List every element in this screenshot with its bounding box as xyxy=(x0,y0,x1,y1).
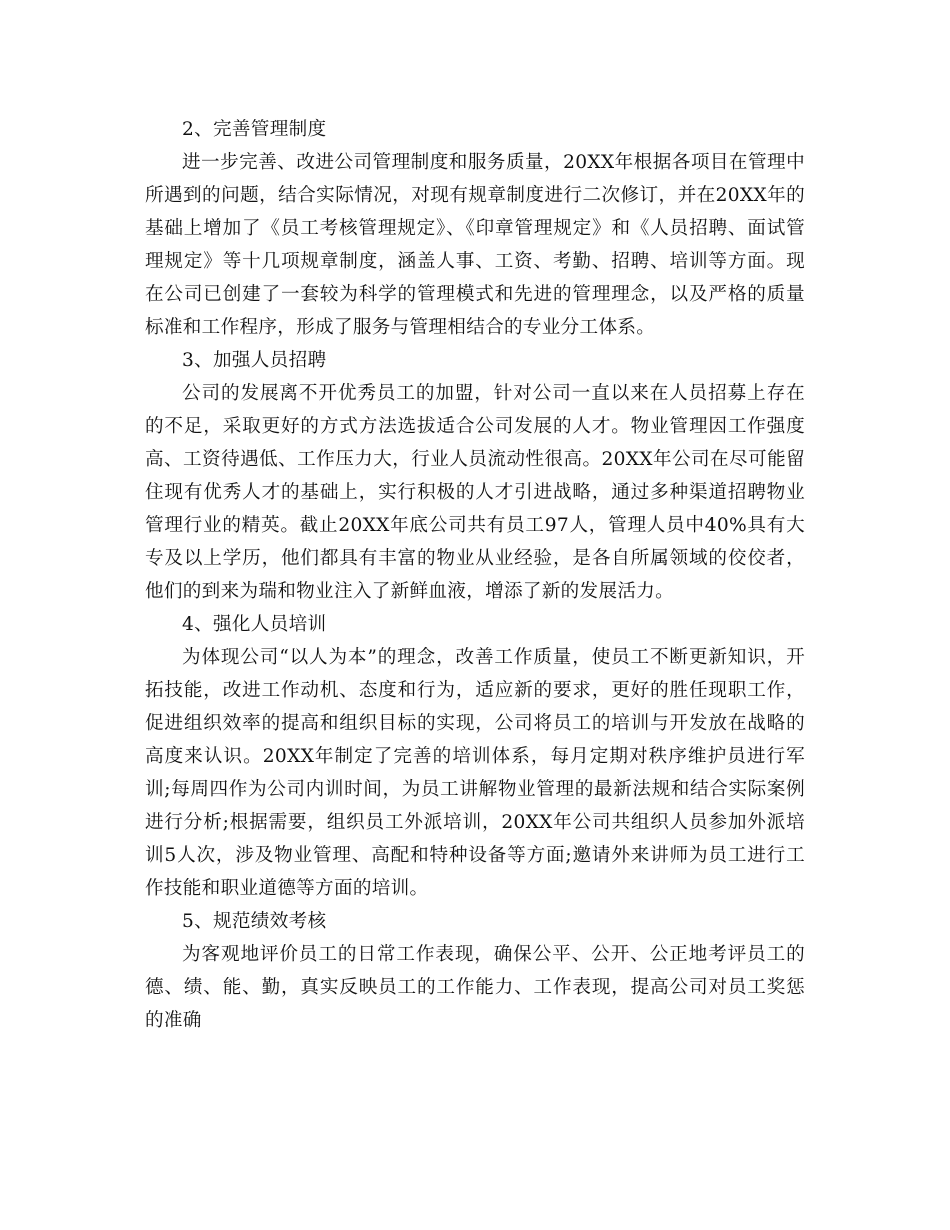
section-paragraph-training: 为体现公司“以人为本”的理念，改善工作质量，使员工不断更新知识，开拓技能，改进工作动机、态度和行为，适应新的要求，更好的胜任现职工作，促进组织效率的提高和组织目标的实现，公司将员工的培训与开发放在战略的高度来认识。20XX年制定了完善的培训体系，每月定期对秩序维护员进行军训;每周四作为公司内训时间，为员工讲解物业管理的最新法规和结合实际案例进行分析;根据需要，组织员工外派培训，20XX年公司共组织人员参加外派培训5人次，涉及物业管理、高配和特种设备等方面;邀请外来讲师为员工进行工作技能和职业道德等方面的培训。 xyxy=(145,647,805,899)
section-heading-training: 4、强化人员培训 xyxy=(182,614,327,635)
section-paragraph-performance: 为客观地评价员工的日常工作表现，确保公平、公开、公正地考评员工的德、绩、能、勤，真实反映员工的工作能力、工作表现，提高公司对员工奖惩的准确 xyxy=(145,944,805,1031)
section-heading-management-system: 2、完善管理制度 xyxy=(182,119,327,140)
section-paragraph-recruitment: 公司的发展离不开优秀员工的加盟，针对公司一直以来在人员招募上存在的不足，采取更好的方式方法选拔适合公司发展的人才。物业管理因工作强度高、工资待遇低、工作压力大，行业人员流动性很高。20XX年公司在尽可能留住现有优秀人才的基础上，实行积极的人才引进战略，通过多种渠道招聘物业管理行业的精英。截止20XX年底公司共有员工97人，管理人员中40%具有大专及以上学历，他们都具有丰富的物业从业经验，是各自所属领域的佼佼者，他们的到来为瑞和物业注入了新鲜血液，增添了新的发展活力。 xyxy=(145,383,805,602)
section-heading-performance: 5、规范绩效考核 xyxy=(182,911,327,932)
section-paragraph-management-system: 进一步完善、改进公司管理制度和服务质量，20XX年根据各项目在管理中所遇到的问题，结合实际情况，对现有规章制度进行二次修订，并在20XX年的基础上增加了《员工考核管理规定》、《印章管理规定》和《人员招聘、面试管理规定》等十几项规章制度，涵盖人事、工资、考勤、招聘、培训等方面。现在公司已创建了一套较为科学的管理模式和先进的管理理念，以及严格的质量标准和工作程序，形成了服务与管理相结合的专业分工体系。 xyxy=(145,152,805,338)
document-body xyxy=(145,113,805,1037)
section-heading-recruitment: 3、加强人员招聘 xyxy=(182,350,327,371)
